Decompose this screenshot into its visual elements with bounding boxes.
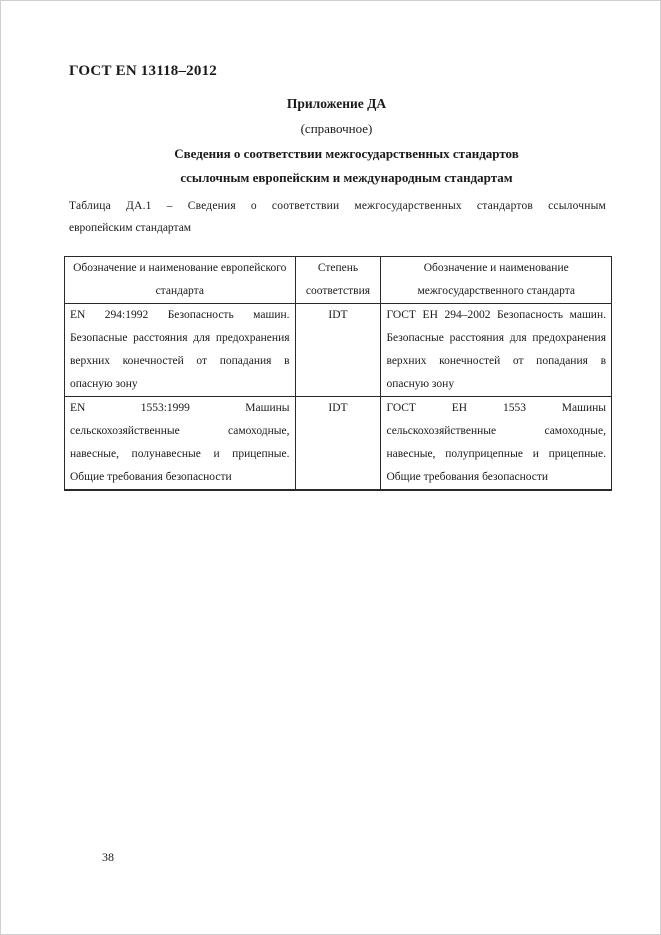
cell-interstate-standard: ГОСТ ЕН 1553 Машины сельскохозяйственные самоходные, навесные, полуприцепные и прицепные. Общие требования безопасности xyxy=(381,397,612,491)
header-interstate-standard: Обозначение и наименование межгосударственного стандарта xyxy=(381,257,612,304)
cell-european-standard: EN 294:1992 Безопасность машин. Безопасные расстояния для предохранения верхних конечностей от попадания в опасную зону xyxy=(65,304,296,397)
cell-degree: IDT xyxy=(295,397,381,491)
appendix-title: Приложение ДА xyxy=(286,96,387,111)
appendix-type: (справочное) xyxy=(300,121,373,136)
table-header-row xyxy=(65,257,612,304)
standards-correspondence-table xyxy=(64,256,612,491)
header-degree-of-correspondence: Степень соответствия xyxy=(295,257,381,304)
table-row xyxy=(65,304,612,397)
page-number: 38 xyxy=(102,850,114,864)
table-row xyxy=(65,397,612,491)
appendix-heading-line1: Сведения о соответствии межгосударственных стандартов xyxy=(174,146,519,161)
document-code: ГОСТ EN 13118–2012 xyxy=(69,63,217,79)
cell-european-standard: EN 1553:1999 Машины сельскохозяйственные самоходные, навесные, полунавесные и прицепные. Общие требования безопасности xyxy=(65,397,296,491)
cell-degree: IDT xyxy=(295,304,381,397)
header-european-standard: Обозначение и наименование европейского стандарта xyxy=(65,257,296,304)
cell-interstate-standard: ГОСТ ЕН 294–2002 Безопасность машин. Безопасные расстояния для предохранения верхних конечностей от попадания в опасную зону xyxy=(381,304,612,397)
appendix-heading-line2: ссылочным европейским и международным стандартам xyxy=(180,170,513,185)
table-caption-line1: Таблица ДА.1 – Сведения о соответствии межгосударственных стандартов ссылочным xyxy=(69,200,606,212)
table-caption xyxy=(69,195,606,239)
table-caption-line2: европейским стандартам xyxy=(69,222,192,234)
